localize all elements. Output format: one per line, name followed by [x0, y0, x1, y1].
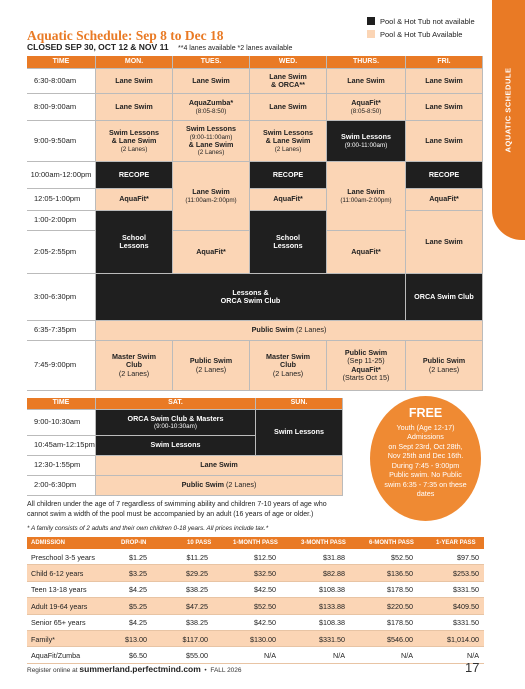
cell-note: (Sep 11-25) [347, 356, 385, 366]
thu-lane-swim [327, 162, 406, 231]
mon-lane-swim: Lane Swim [96, 94, 173, 121]
children-note-1: All children under the age of 7 regardless of swimming ability and children 7-10 years of age who [27, 501, 327, 508]
legend-label: Pool & Hot Tub not available [380, 17, 475, 26]
mon-lane-swim: Lane Swim [96, 69, 173, 94]
cell-line: Lane Swim [347, 187, 385, 197]
price-cell: $117.00 [182, 634, 208, 644]
fri-aquafit: AquaFit* [406, 189, 483, 211]
price-cell: $178.50 [387, 618, 413, 628]
price-cell: $108.38 [319, 585, 345, 595]
fri-lane-swim: Lane Swim [406, 94, 483, 121]
footer-register [27, 664, 242, 674]
price-cell: $1,014.00 [447, 634, 479, 644]
mon-recope: RECOPE [96, 162, 173, 189]
cell-line: Master Swim [112, 352, 156, 362]
price-cell: $47.25 [186, 601, 208, 611]
time-cell: 1:00-2:00pm [27, 211, 96, 231]
wed-school-lessons [250, 211, 327, 274]
cell-line: Swim Lessons [341, 132, 391, 142]
tue-aquazumba [173, 94, 250, 121]
price-cell: $220.50 [387, 601, 413, 611]
price-cell: $253.50 [453, 569, 479, 579]
time-cell: 12:30-1:55pm [27, 456, 96, 476]
public-swim-bar [96, 321, 483, 341]
lanes-note: **4 lanes available *2 lanes available [178, 45, 293, 52]
price-cell: $4.25 [129, 618, 147, 628]
time-cell: 10:45am-12:15pm [27, 436, 96, 456]
tue-public-swim [173, 341, 250, 391]
cell-time: (8:05-8:50) [195, 107, 227, 115]
free-line: Public swim. No Public [389, 470, 462, 479]
cell-note: (2 Lanes) [272, 368, 304, 378]
time-cell: 8:00-9:00am [27, 94, 96, 121]
price-cell: $6.50 [129, 651, 147, 661]
table-row [27, 647, 484, 663]
time-cell: 3:00-6:30pm [27, 274, 96, 321]
price-header: 3-MONTH PASS [301, 540, 346, 546]
time-cell: 10:00am-12:00pm [27, 162, 96, 189]
header-thu: THURS. [327, 56, 406, 69]
price-cell: $32.50 [254, 569, 276, 579]
free-line: dates [416, 489, 435, 498]
price-cell: $12.50 [254, 552, 276, 562]
legend-not-available [367, 17, 475, 26]
fri-lane-swim: Lane Swim [406, 121, 483, 162]
cell-line: Public Swim [189, 356, 233, 366]
price-header: ADMISSION [31, 540, 66, 546]
cell-time: (9:00-10:30am) [153, 423, 198, 431]
cell-line: School [276, 232, 300, 242]
price-cell: $178.50 [387, 585, 413, 595]
header-tue: TUES. [173, 56, 250, 69]
price-cell: $55.00 [186, 651, 208, 661]
cell-note: (2 Lanes) [225, 480, 257, 490]
cell-line: Public Swim [344, 347, 388, 357]
black-swatch [367, 17, 375, 25]
free-line: Admissions [407, 432, 444, 441]
price-cell: $1.25 [129, 552, 147, 562]
free-admission-badge [370, 396, 481, 521]
admission-label: Child 6-12 years [31, 569, 84, 579]
cell-line: Lessons & [232, 287, 269, 297]
admission-label: Adult 19-64 years [31, 601, 88, 611]
cell-note: (Starts Oct 15) [342, 372, 390, 382]
cell-line: School [122, 232, 146, 242]
cell-line: Lessons [119, 241, 149, 250]
cell-line: Master Swim [266, 352, 310, 362]
thu-swim-lessons [327, 121, 406, 162]
cell-line: Public Swim [181, 480, 224, 490]
time-cell: 6:30-8:00am [27, 69, 96, 94]
price-cell: $130.00 [250, 634, 276, 644]
free-line: on Sept 23rd, Oct 28th, [388, 441, 463, 451]
cell-note: (2 Lanes) [118, 368, 150, 378]
thu-aquafit [327, 94, 406, 121]
legend-available [367, 30, 462, 39]
price-cell: $97.50 [457, 552, 479, 562]
price-header: 1-MONTH PASS [233, 540, 278, 546]
price-cell: $42.50 [254, 618, 276, 628]
cell-line: AquaFit* [351, 364, 381, 374]
cell-note: (2 Lanes) [197, 149, 225, 157]
register-label: Register online at [27, 667, 78, 674]
sat-orca-masters [96, 410, 256, 436]
cell-note: (2 Lanes) [195, 364, 227, 374]
sun-swim-lessons: Swim Lessons [256, 410, 343, 456]
children-note-2: cannot swim a width of the pool must be accompanied by an adult (16 years of age or older.) [27, 511, 314, 518]
wed-recope: RECOPE [250, 162, 327, 189]
mon-aquafit: AquaFit* [96, 189, 173, 211]
price-header: 10 PASS [187, 540, 212, 546]
thu-public-aquafit [327, 341, 406, 391]
price-cell: $31.88 [323, 552, 345, 562]
mon-swim-lessons [96, 121, 173, 162]
cell-line: Lane Swim [192, 187, 230, 197]
cell-line: Lessons [273, 241, 303, 250]
free-title: FREE [408, 406, 443, 420]
header-wed: WED. [250, 56, 327, 69]
price-cell: $13.00 [125, 634, 147, 644]
price-cell: $133.88 [319, 601, 345, 611]
page-title: Aquatic Schedule: Sep 8 to Dec 18 [27, 28, 224, 43]
header-sat: SAT. [96, 398, 256, 410]
price-cell: $546.00 [387, 634, 413, 644]
sat-swim-lessons: Swim Lessons [96, 436, 256, 456]
price-cell: N/A [264, 651, 276, 661]
family-note: * A family consists of 2 adults and their own children 0-18 years. All prices include tax.* [27, 525, 269, 532]
header-mon: MON. [96, 56, 173, 69]
price-cell: $38.25 [186, 618, 208, 628]
price-cell: $331.50 [453, 585, 479, 595]
fri-orca-club: ORCA Swim Club [406, 274, 483, 321]
cell-line: Public Swim [251, 325, 294, 335]
cell-line: Lane Swim [269, 71, 307, 81]
thu-aquafit: AquaFit* [327, 231, 406, 274]
wed-swim-lessons [250, 121, 327, 162]
cell-time: (8:05-8:50) [350, 107, 382, 115]
price-cell: $29.25 [186, 569, 208, 579]
footer-bullet: • [204, 667, 207, 674]
price-cell: $409.50 [453, 601, 479, 611]
season-label: FALL 2026 [210, 667, 242, 674]
price-cell: $42.50 [254, 585, 276, 595]
price-cell: $331.50 [453, 618, 479, 628]
tue-lane-swim: Lane Swim [173, 69, 250, 94]
price-cell: $52.50 [391, 552, 413, 562]
cell-line: Club [280, 360, 296, 370]
tue-swim-lessons [173, 121, 250, 162]
admission-label: Teen 13-18 years [31, 585, 87, 595]
cell-line: Public Swim [422, 356, 466, 366]
cell-note: (2 Lanes) [428, 364, 460, 374]
fri-lane-swim: Lane Swim [406, 211, 483, 274]
time-cell: 9:00-10:30am [27, 410, 96, 436]
weekend-public-swim [96, 476, 343, 496]
cell-note: (2 Lanes) [274, 145, 302, 153]
price-cell: $3.25 [129, 569, 147, 579]
time-cell: 2:00-6:30pm [27, 476, 96, 496]
admission-label: Preschool 3-5 years [31, 552, 95, 562]
thu-lane-swim: Lane Swim [327, 69, 406, 94]
register-url[interactable]: summerland.perfectmind.com [79, 664, 201, 674]
header-fri: FRI. [406, 56, 483, 69]
cell-line: & ORCA** [271, 80, 305, 89]
tue-lane-swim [173, 162, 250, 231]
free-line: Nov 25th and Dec 16th. [387, 451, 464, 460]
cell-note: (2 Lanes) [120, 145, 148, 153]
price-cell: $4.25 [129, 585, 147, 595]
cell-line: & Lane Swim [188, 140, 234, 149]
price-cell: $11.25 [186, 552, 208, 562]
price-cell: $52.50 [254, 601, 276, 611]
cell-line: ORCA Swim Club [220, 296, 281, 305]
price-cell: $136.50 [387, 569, 413, 579]
admission-label: Family* [31, 634, 55, 644]
price-cell: N/A [467, 651, 479, 661]
price-cell: $38.25 [186, 585, 208, 595]
legend-label: Pool & Hot Tub Available [380, 30, 463, 39]
header-time: TIME [27, 398, 96, 410]
wed-aquafit: AquaFit* [250, 189, 327, 211]
side-tab-label: AQUATIC SCHEDULE [503, 67, 513, 153]
cell-line: ORCA Swim Club & Masters [127, 413, 224, 423]
cell-time: (11:00am-2:00pm) [340, 196, 392, 204]
header-sun: SUN. [256, 398, 343, 410]
wed-lane-orca [250, 69, 327, 94]
cell-time: (11:00am-2:00pm) [185, 196, 237, 204]
time-cell: 6:35-7:35pm [27, 321, 96, 341]
header-time: TIME [27, 56, 96, 69]
peach-swatch [367, 30, 375, 38]
cell-time: (9:00-11:00am) [189, 133, 233, 141]
cell-note: (2 Lanes) [295, 325, 327, 335]
cell-line: AquaFit* [351, 98, 381, 108]
price-cell: N/A [401, 651, 413, 661]
cell-line: Club [126, 360, 142, 370]
fri-recope: RECOPE [406, 162, 483, 189]
price-cell: $82.88 [323, 569, 345, 579]
free-line: During 7:45 - 9:00pm [391, 460, 460, 470]
fri-public-swim [406, 341, 483, 391]
time-cell: 2:05-2:55pm [27, 231, 96, 274]
price-header: 6-MONTH PASS [369, 540, 414, 546]
mon-master-swim [96, 341, 173, 391]
price-cell: $5.25 [129, 601, 147, 611]
cell-line: & Lane Swim [111, 136, 157, 146]
weekend-lane-swim: Lane Swim [96, 456, 343, 476]
cell-line: Swim Lessons [109, 128, 159, 138]
admission-label: AquaFit/Zumba [31, 651, 81, 661]
wed-lane-swim: Lane Swim [250, 94, 327, 121]
free-line: Youth (Age 12-17) [396, 422, 455, 432]
fri-lane-swim: Lane Swim [406, 69, 483, 94]
cell-line: & Lane Swim [265, 136, 311, 146]
price-cell: N/A [333, 651, 345, 661]
closure-dates [27, 42, 292, 52]
time-cell: 9:00-9:50am [27, 121, 96, 162]
price-cell: $108.38 [319, 618, 345, 628]
closure-text: CLOSED SEP 30, OCT 12 & NOV 11 [27, 42, 169, 52]
cell-line: AquaZumba* [188, 98, 234, 108]
time-cell: 7:45-9:00pm [27, 341, 96, 391]
price-cell: $331.50 [319, 634, 345, 644]
cell-time: (9:00-11:00am) [344, 141, 388, 149]
mon-school-lessons [96, 211, 173, 274]
time-cell: 12:05-1:00pm [27, 189, 96, 211]
page-number: 17 [465, 660, 480, 675]
lessons-orca-club [96, 274, 406, 321]
price-header: DROP-IN [121, 540, 147, 546]
cell-line: Swim Lessons [186, 124, 236, 134]
price-header: 1-YEAR PASS [436, 540, 476, 546]
admission-label: Senior 65+ years [31, 618, 86, 628]
cell-line: Swim Lessons [263, 128, 313, 138]
tue-aquafit: AquaFit* [173, 231, 250, 274]
free-line: swim 6:35 - 7:35 on these [384, 479, 467, 489]
wed-master-swim [250, 341, 327, 391]
